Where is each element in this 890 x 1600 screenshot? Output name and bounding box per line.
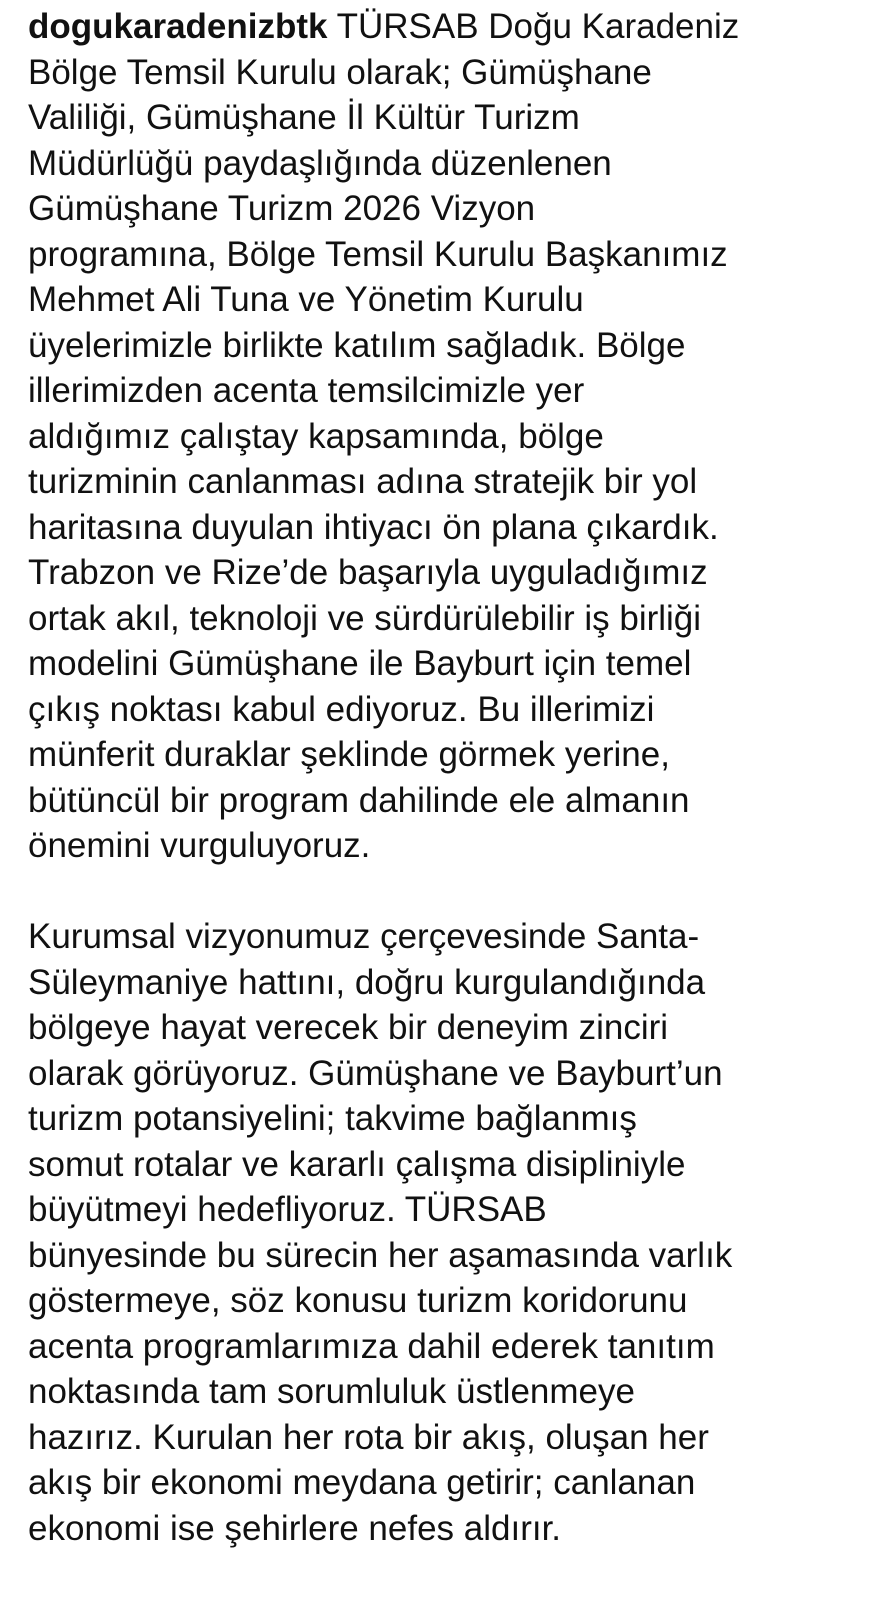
caption-line: haritasına duyulan ihtiyacı ön plana çıkardık. xyxy=(28,507,719,547)
caption-first-line xyxy=(28,4,874,50)
caption-line: Valiliği, Gümüşhane İl Kültür Turizm xyxy=(28,98,580,137)
caption-line: somut rotalar ve kararlı çalışma disipliniyle xyxy=(28,1144,686,1184)
caption-line: Kurumsal vizyonumuz çerçevesinde Santa- xyxy=(28,917,700,956)
caption-line: aldığımız çalıştay kapsamında, bölge xyxy=(28,416,604,456)
caption-line: olarak görüyoruz. Gümüşhane ve Bayburt’un xyxy=(28,1053,723,1093)
caption-line: Trabzon ve Rize’de başarıyla uyguladığımız xyxy=(28,553,708,592)
caption-line: önemini vurguluyoruz. xyxy=(28,826,371,865)
caption-line: Bölge Temsil Kurulu olarak; Gümüşhane xyxy=(28,52,652,92)
caption-line: bütüncül bir program dahilinde ele almanın xyxy=(28,780,690,820)
caption-line: Süleymaniye hattını, doğru kurgulandığında xyxy=(28,962,706,1002)
caption-line: turizm potansiyelini; takvime bağlanmış xyxy=(28,1099,637,1138)
caption-line: TÜRSAB Doğu Karadeniz xyxy=(327,7,740,46)
caption-line: turizminin canlanması adına stratejik bir yol xyxy=(28,462,698,501)
username-link[interactable]: dogukaradenizbtk xyxy=(28,7,328,46)
caption-line: Mehmet Ali Tuna ve Yönetim Kurulu xyxy=(28,280,584,319)
caption-line: ortak akıl, teknoloji ve sürdürülebilir iş birliği xyxy=(28,598,702,638)
caption-line: programına, Bölge Temsil Kurulu Başkanımız xyxy=(28,234,728,274)
paragraph-spacer xyxy=(28,869,874,915)
caption-line: bünyesinde bu sürecin her aşamasında varlık xyxy=(28,1235,733,1275)
caption-line: illerimizden acenta temsilcimizle yer xyxy=(28,371,585,410)
caption-line: modelini Gümüşhane ile Bayburt için temel xyxy=(28,644,692,683)
caption-line: ekonomi ise şehirlere nefes aldırır. xyxy=(28,1508,562,1548)
caption-line: Müdürlüğü paydaşlığında düzenlenen xyxy=(28,143,612,183)
caption-line: göstermeye, söz konusu turizm koridorunu xyxy=(28,1281,688,1320)
caption-line: üyelerimizle birlikte katılım sağladık. Bölge xyxy=(28,325,686,365)
caption-line: büyütmeyi hedefliyoruz. TÜRSAB xyxy=(28,1190,547,1229)
caption-line: Gümüşhane Turizm 2026 Vizyon xyxy=(28,189,536,228)
caption-line: noktasında tam sorumluluk üstlenmeye xyxy=(28,1372,635,1411)
post-caption xyxy=(28,4,874,1551)
caption-line: akış bir ekonomi meydana getirir; canlanan xyxy=(28,1463,696,1502)
caption-line: acenta programlarımıza dahil ederek tanıtım xyxy=(28,1326,715,1366)
caption-line: hazırız. Kurulan her rota bir akış, oluşan her xyxy=(28,1417,709,1457)
caption-line: münferit duraklar şeklinde görmek yerine, xyxy=(28,735,670,774)
caption-line: bölgeye hayat verecek bir deneyim zinciri xyxy=(28,1008,669,1047)
caption-line: çıkış noktası kabul ediyoruz. Bu illerimizi xyxy=(28,689,655,729)
